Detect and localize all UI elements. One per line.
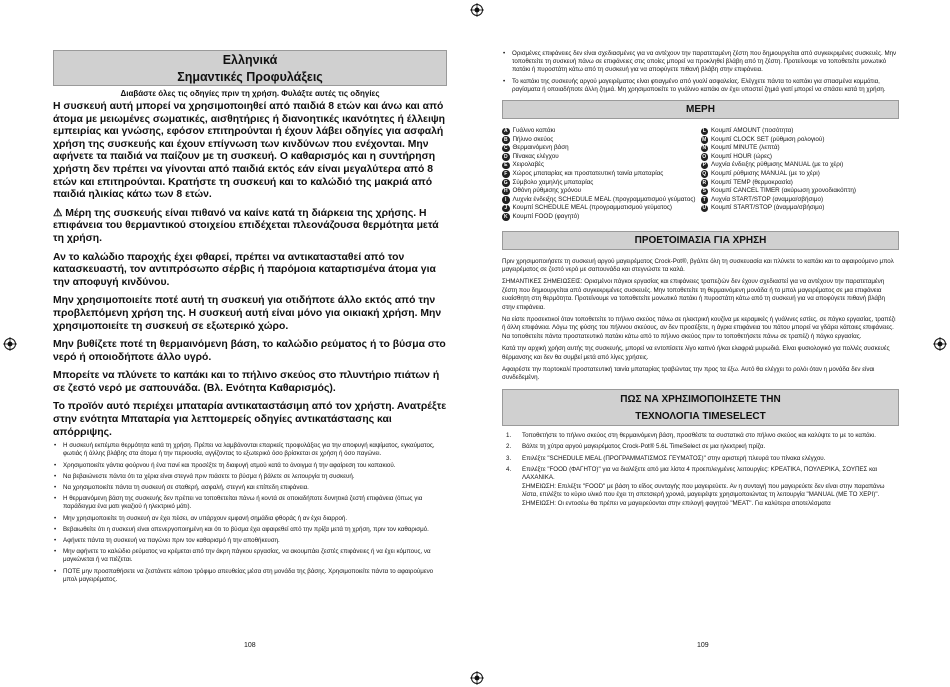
part-label: Κουμπί SCHEDULE MEAL (προγραμματισμού γεύματος) [512,204,672,212]
list-item [502,455,899,463]
list-item: • Ορισμένες επιφάνειες δεν είναι σχεδιασμένες για να αντέχουν την παρατεταμένη ζέστη που δημιουργείται από συγκεκριμένες συσκευές. Μην τοποθετείτε τη συσκευή πάνω σε επιφάνειες στις οποίες μπορεί να προκληθεί βλάβη από τη ζέστη. Προτείνουμε να τοποθετείτε μονωτικό πατάκι ή πυροστάτη κάτω από τη συσκευή για να αποφύγετε πιθανή βλάβη στην επιφάνεια. [502,50,899,75]
part-letter-badge: P [701,162,709,170]
part-letter-badge: U [702,205,707,212]
timeselect-heading-line2: ΤΕΧΝΟΛΟΓΙΑ TIMESELECT [635,410,766,422]
part-label: Κουμπί CANCEL TIMER (ακύρωση χρονοδιακόπτη) [711,187,856,195]
list-item: • Να χρησιμοποιείτε πάντα τη συσκευή σε σταθερή, ασφαλή, στεγνή και επίπεδη επιφάνεια. [53,484,447,492]
safety-paragraph: Μην βυθίζετε ποτέ τη θερμαινόμενη βάση, το καλώδιο ρεύματος ή το βύσμα στο νερό ή οποιοδήποτε άλλο υγρό. [53,339,446,363]
prep-paragraph: Κατά την αρχική χρήση αυτής της συσκευής, μπορεί να εντοπίσετε λίγο καπνό ή/και ελαφριά μυρωδιά. Είναι φυσιολογικό για πολλές συσκευές θέρμανσης και δεν θα συμβεί μετά από λίγες χρήσεις. [502,345,890,361]
preparation-heading: ΠΡΟΕΤΟΙΜΑΣΙΑ ΓΙΑ ΧΡΗΣΗ [502,231,899,250]
part-item [701,170,900,179]
part-item [502,161,701,170]
part-item [502,213,701,222]
part-item [502,127,701,136]
list-item: • Αφήνετε πάντα τη συσκευή να παγώνει πριν τον καθαρισμό ή την αποθήκευση. [53,537,447,545]
read-instructions-subheading: Διαβάστε όλες τις οδηγίες πριν τη χρήση. Φυλάξτε αυτές τις οδηγίες [120,89,380,98]
timeselect-heading-box [502,389,899,426]
safety-bullet-list [53,442,447,584]
part-letter-badge: T [701,196,709,204]
list-item: • Το καπάκι της συσκευής αργού μαγειρέματος είναι φτιαγμένο από γυαλί ασφαλείας. Ελέγχετε πάντα το καπάκι για σπασμένα κομμάτια, ραγίσματα ή οποιαδήποτε άλλη ζημιά. Μη χρησιμοποιείτε το γυάλινο καπάκι αν έχει υποστεί ζημιά γιατί μπορεί να σπάσει κατά τη χρήση. [502,78,899,94]
step-number: 2. [506,443,512,451]
list-item: • Βεβαιωθείτε ότι η συσκευή είναι απενεργοποιημένη και ότι το βύσμα έχει αφαιρεθεί από την πρίζα μετά τη χρήση, πριν τον καθαρισμό. [53,526,447,534]
part-item [701,161,900,170]
part-item [701,179,900,188]
step-number: 1. [506,431,512,439]
registration-mark-bottom [470,671,484,685]
language-heading: Ελληνικά [222,53,278,67]
prep-paragraph: Να είστε προσεκτικοί όταν τοποθετείτε το πήλινο σκεύος πάνω σε ηλεκτρική κουζίνα με κεραμικές ή γυάλινες εστίες, σε πάγκο εργασίας, τραπέζι ή άλλη επιφάνεια. Λόγω της φύσης του πήλινου σκεύους, αν δεν προσέξετε, η άγρια επιφάνεια του πάτου μπορεί να γδάρει κάποιες επιφάνειες. Να τοποθετείτε πάντα προστατευτικό πατάκι κάτω από το πήλινο σκεύος πριν το τοποθετήσετε πάνω σε τραπέζι ή πάγκο εργασίας. [502,315,896,340]
timeselect-heading-line1: ΠΩΣ ΝΑ ΧΡΗΣΙΜΟΠΟΙΗΣΕΤΕ ΤΗΝ [620,393,781,405]
battery-paragraph: Το προϊόν αυτό περιέχει μπαταρία αντικαταστάσιμη από τον χρήστη. Ανατρέξτε στην ενότητα Μπαταρία για λεπτομερείς οδηγίες αντικατάστασης και απόρριψης. [53,401,447,438]
parts-column-left [502,127,701,222]
part-item [502,187,701,196]
part-letter-badge: Q [702,170,707,177]
part-letter-badge: J [502,205,510,213]
safety-heading-box [53,50,447,86]
part-label: Θερμαινόμενη βάση [512,144,569,152]
part-item [701,204,900,213]
safety-paragraph: Μπορείτε να πλύνετε το καπάκι και το πήλινο σκεύος στο πλυντήριο πιάτων ή σε ζεστό νερό με σαπουνάδα. (Βλ. Ενότητα Καθαρισμός). [53,370,440,394]
part-label: Κουμπί ρύθμισης MANUAL (με το χέρι) [711,169,820,177]
step-text: Επιλέξτε "FOOD (ΦΑΓΗΤΟ)" για να διαλέξετε από μια λίστα 4 προεπιλεγμένες λειτουργίες: ΚΡΕΑΤΙΚΑ, ΠΟΥΛΕΡΙΚΑ, ΣΟΥΠΕΣ και ΛΑΧΑΝΙΚΑ. [522,466,878,482]
part-label: Οθόνη ρύθμισης χρόνου [512,187,582,195]
list-item: • Να βεβαιώνεστε πάντα ότι τα χέρια είναι στεγνά πριν πιάσετε το βύσμα ή βάλετε σε λειτουργία τη συσκευή. [53,473,447,481]
step-number: 4. [506,466,512,474]
part-item [502,204,701,213]
part-item [502,170,701,179]
part-letter-badge: L [701,128,709,136]
part-label: Λυχνία ένδειξης ρύθμισης MANUAL (με το χέρι) [711,161,844,169]
list-item: • Μην αφήνετε το καλώδιο ρεύματος να κρέμεται από την άκρη πάγκου εργασίας, να ακουμπάει ζεστές επιφάνειες ή να έχει κόμπους, να μαγκώνεται ή να πιέζεται. [53,548,447,564]
list-item: • Η θερμαινόμενη βάση της συσκευής δεν πρέπει να τοποθετείται πάνω ή κοντά σε οποιαδήποτε δυνητικά ζεστή επιφάνεια (όπως για παράδειγμα ένα ματι γκαζιού ή ηλεκτρικό μάτι). [53,495,447,511]
note-paragraph: ΣΗΜΕΙΩΣΗ: Οι εντοσέω θα πρέπει να μαγειρεύονται στην επιλογή φαγητού "MEAT". Για καλύτερα αποτελέσματα [522,499,831,507]
list-item [502,432,899,440]
part-label: Λυχνία ένδειξης SCHEDULE MEAL (προγραμματισμού γεύματος) [512,195,696,203]
hot-surface-warning: ⚠ Μέρη της συσκευής είναι πιθανό να καίνε κατά τη διάρκεια της χρήσης. Η επιφάνεια του θερμαντικού στοιχείου επιδέχεται πλεονάζουσα θερμότητα μετά τη χρήση. [53,207,439,244]
step-text: Τοποθετήστε το πήλινο σκεύος στη θερμαινόμενη βάση, προσθέστε τα συστατικά στο πήλινο σκεύος και καλύψτε το με το καπάκι. [522,431,876,439]
page-number-right: 109 [697,642,709,649]
safety-paragraph: Αν το καλώδιο παροχής έχει φθαρεί, πρέπει να αντικατασταθεί από τον κατασκευαστή, τον αντιπρόσωπο σέρβις ή παρόμοια καταρτισμένα άτομα για την αποφυγή κινδύνου. [53,251,436,288]
part-label: Κουμπί TEMP (θερμοκρασία) [711,178,793,186]
part-label: Κουμπί AMOUNT (ποσότητα) [711,127,794,135]
surface-bullet-list [502,50,899,94]
registration-mark-left [3,337,17,351]
part-letter-badge: G [503,179,508,186]
part-label: Κουμπί HOUR (ώρες) [711,152,773,160]
part-letter-badge: F [502,170,510,178]
part-item [502,179,701,188]
safety-paragraph: Η συσκευή αυτή μπορεί να χρησιμοποιηθεί από παιδιά 8 ετών και άνω και από άτομα με μειωμένες σωματικές, αισθητήριες ή διανοητικές ικανότητες ή έλλειψη εμπειρίας και γνώσης, εφόσον επιτηρούνται ή έχουν λάβει οδηγίες για ασφαλή χρήση της συσκευής και έχουν επίγνωση των κινδύνων που ενέχονται. Μην αφήνετε τα παιδιά να παίζουν με τη συσκευή. Ο καθαρισμός και η συντήρηση χρήστη δεν πρέπει να γίνονται από παιδιά εκτός εάν είναι μεγαλύτερα από 8 ετών και επιτηρούνται. Κρατήστε τη συσκευή και το καλώδιό της μακριά από παιδιά ηλικίας κάτω των 8 ετών. [53,101,446,201]
part-letter-badge: S [701,188,709,196]
part-label: Λυχνία START/STOP (αναμμα/σβήσιμο) [711,195,824,203]
step-text: Επιλέξτε "SCHEDULE MEAL (ΠΡΟΓΡΑΜΜΑΤΙΣΜΟΣ ΓΕΥΜΑΤΟΣ)" στην αριστερή πλευρά του πίνακα ελέγχου. [522,454,826,462]
right-page [502,50,899,511]
step-number: 3. [506,454,512,462]
part-label: Κουμπί MINUTE (λεπτά) [711,144,780,152]
part-label: Κουμπί START/STOP (άναμμα/σβήσιμο) [711,204,825,212]
part-letter-badge: E [502,162,510,170]
step-text: Βάλτε τη χύτρα αργού μαγειρέματος Crock-Pot® 5.6L TimeSelect σε μια ηλεκτρική πρίζα. [522,443,766,451]
list-item: • Χρησιμοποιείτε γάντια φούρνου ή ένα πανί και προσέξτε τη διαφυγή ατμού κατά το άνοιγμα ή την αφαίρεση του καπακιού. [53,462,447,470]
prep-paragraph: Πριν χρησιμοποιήσετε τη συσκευή αργού μαγειρέματος Crock-Pot®, βγάλτε όλη τη συσκευασία και πλύνετε το καπάκι και το αφαιρούμενο μπολ μαγειρέματος σε ζεστό νερό με σαπουνάδα και στεγνώστε τα καλά. [502,257,894,273]
part-label: Κουμπί CLOCK SET (ρύθμιση ρολογιού) [711,135,825,143]
part-item [701,144,900,153]
part-letter-badge: A [503,127,508,134]
part-label: Γυάλινο καπάκι [512,127,556,135]
list-item [502,443,899,451]
list-item: • Η συσκευή εκπέμπει θερμότητα κατά τη χρήση. Πρέπει να λαμβάνονται επαρκείς προφυλάξεις για την αποφυγή καψίματος, εγκαύματος, φωτιάς ή άλλης βλάβης στα άτομα ή την περιουσία, αγγίζοντας το εξωτερικό όσο βρίσκεται σε χρήση ή όσο παγώνει. [53,442,447,458]
parts-column-right [701,127,900,222]
part-letter-badge: O [702,153,707,160]
part-letter-badge: D [503,153,508,160]
parts-heading: ΜΕΡΗ [502,100,899,119]
part-label: Πήλινο σκεύος [512,135,554,143]
list-item: • ΠΟΤΕ μην προσπαθήσετε να ζεστάνετε κάποιο τρόφιμο απευθείας μέσα στη μονάδα της βάσης. Χρησιμοποιείτε πάντα το αφαιρούμενο μπολ μαγειρέματος. [53,568,447,584]
safety-heading: Σημαντικές Προφυλάξεις [177,70,323,84]
registration-mark-top [470,3,484,17]
part-label: Κουμπί FOOD (φαγητό) [512,212,580,220]
safety-paragraph: Μην χρησιμοποιείτε ποτέ αυτή τη συσκευή για οτιδήποτε άλλο εκτός από την προβλεπόμενη χρήση της. Η συσκευή αυτή είναι μόνο για οικιακή χρήση. Μην χρησιμοποιείτε τη συσκευή σε εξωτερικό χώρο. [53,295,442,332]
part-letter-badge: N [702,145,707,152]
part-letter-badge: M [702,136,707,143]
part-letter-badge: I [502,196,510,204]
list-item [502,466,899,508]
part-label: Σύμβολο χαμηλής μπαταρίας [512,178,594,186]
list-item: • Μην χρησιμοποιείτε τη συσκευή αν έχει πέσει, αν υπάρχουν εμφανή σημάδια φθοράς ή αν έχει διαρροή. [53,515,447,523]
part-item [701,187,900,196]
part-label: Πίνακας ελέγχου [512,152,559,160]
part-letter-badge: H [503,188,508,195]
part-item [701,127,900,136]
part-label: Χώρος μπαταρίας και προστατευτική ταινία μπαταρίας [512,169,664,177]
part-letter-badge: K [503,213,508,220]
registration-mark-right [933,337,947,351]
timeselect-steps [502,432,899,508]
prep-paragraph: Αφαιρέστε την πορτοκαλί προστατευτική ταινία μπαταρίας τραβώντας την προς τα έξω. Αυτό θα ελέγχει το ρολόι όταν η μονάδα δεν είναι συνδεδεμένη. [502,366,875,382]
page-number-left: 108 [244,642,256,649]
part-item [701,136,900,145]
part-letter-badge: R [702,179,707,186]
part-letter-badge: B [503,136,508,143]
important-notes-paragraph: ΣΗΜΑΝΤΙΚΕΣ ΣΗΜΕΙΩΣΕΙΣ: Ορισμένοι πάγκοι εργασίας και επιφάνειες τραπεζιών δεν έχουν σχεδιαστεί για να αντέχουν την παρατεταμένη ζέστη που δημιουργείται από συγκεκριμένες συσκευές. Μην τοποθετείτε τη θερμαινόμενη μονάδα ή το μπολ μαγειρέματος σε μια επιφάνεια ευαίσθητη στη θερμότητα. Προτείνουμε να τοποθετείτε μονωτικό πατάκι ή πυροστάτη κάτω από τη συσκευή για να αποφύγετε πιθανή βλάβη στην επιφάνεια. [502,278,885,311]
part-label: Χειρολαβές [512,161,545,169]
part-item [502,144,701,153]
part-letter-badge: C [503,145,508,152]
note-paragraph: ΣΗΜΕΙΩΣΗ: Επιλέξτε "FOOD" με βάση το είδος συνταγής που μαγειρεύετε. Αν η συνταγή που μαγειρεύετε δεν είναι στην παραπάνω λίστα, επιλέξτε το κύριο υλικό που έχει τη σπετσιερή χρονιά, μαγειρέψτε χρησιμοποιώντας τη λειτουργία "MANUAL (ΜΕ ΤΟ ΧΕΡΙ)". [522,482,885,499]
parts-list [502,127,899,222]
left-page [53,50,447,587]
part-item [502,136,701,145]
